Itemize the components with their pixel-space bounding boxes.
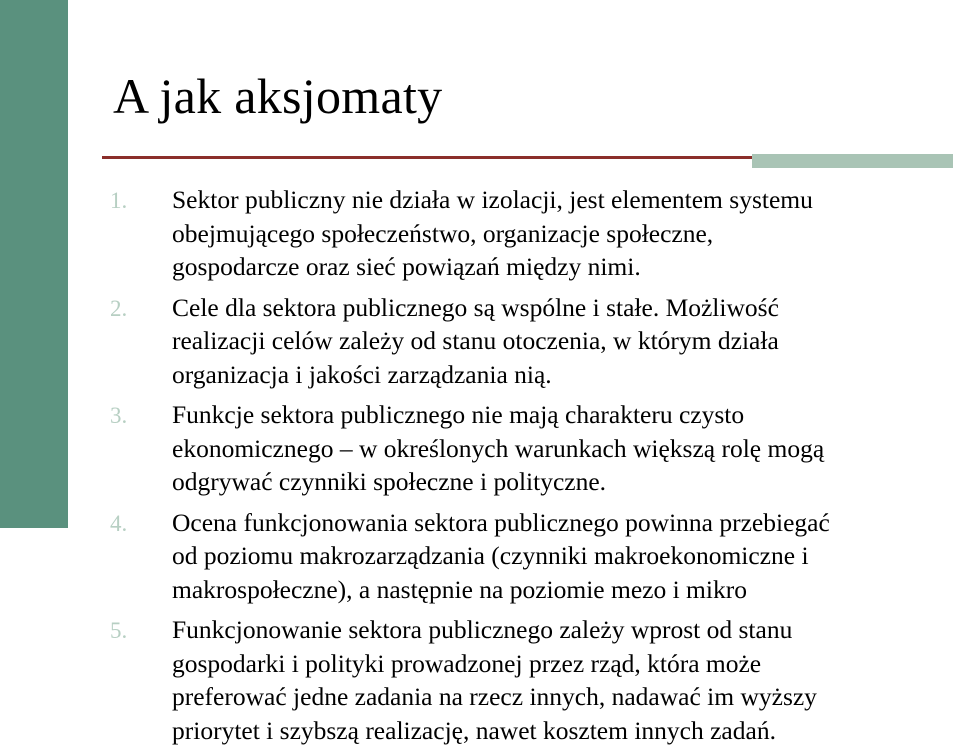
list-item <box>110 506 955 607</box>
item-number: 2. <box>110 295 128 321</box>
side-accent-bar <box>0 0 68 528</box>
item-number: 3. <box>110 403 128 428</box>
title-divider <box>102 156 752 159</box>
item-text-line: realizacji celów zależy od stanu otoczenia, w którym działa <box>172 326 779 355</box>
item-text-line: Funkcje sektora publicznego nie mają charakteru czysto <box>172 400 745 429</box>
list-item <box>110 291 955 392</box>
item-text-line: od poziomu makrozarządzania (czynniki makroekonomiczne i <box>172 541 809 570</box>
item-number: 4. <box>110 510 128 536</box>
item-text-line: makrospołeczne), a następnie na poziomie mezo i mikro <box>172 574 747 604</box>
item-text-line: gospodarcze oraz sieć powiązań między nimi. <box>172 252 641 281</box>
list-item <box>110 613 955 747</box>
item-text-line: Funkcjonowanie sektora publicznego zależy wprost od stanu <box>172 615 793 644</box>
item-text-line: Cele dla sektora publicznego są wspólne i stałe. Możliwość <box>172 292 779 322</box>
item-number: 5. <box>110 618 128 643</box>
item-text-line: Ocena funkcjonowania sektora publicznego powinna przebiegać <box>172 507 830 537</box>
slide-title: A jak aksjomaty <box>113 68 443 124</box>
list-item <box>110 183 955 284</box>
list-item <box>110 398 955 499</box>
item-text-line: priorytet i szybszą realizację, nawet kosztem innych zadań. <box>172 715 776 745</box>
axiom-list <box>110 183 955 754</box>
title-divider-accent <box>752 154 953 168</box>
item-text-line: gospodarki i polityki prowadzonej przez rząd, która może <box>172 648 762 678</box>
item-text-line: organizacja i jakości zarządzania nią. <box>172 359 552 389</box>
item-text-line: obejmującego społeczeństwo, organizacje społeczne, <box>172 218 714 248</box>
item-text-line: Sektor publiczny nie działa w izolacji, jest elementem systemu <box>172 185 813 214</box>
item-text-line: ekonomicznego – w określonych warunkach większą rolę mogą <box>172 433 825 463</box>
item-text-line: odgrywać czynniki społeczne i polityczne. <box>172 467 607 496</box>
item-text-line: preferować jedne zadania na rzecz innych, nadawać im wyższy <box>172 682 817 711</box>
item-number: 1. <box>110 188 128 213</box>
